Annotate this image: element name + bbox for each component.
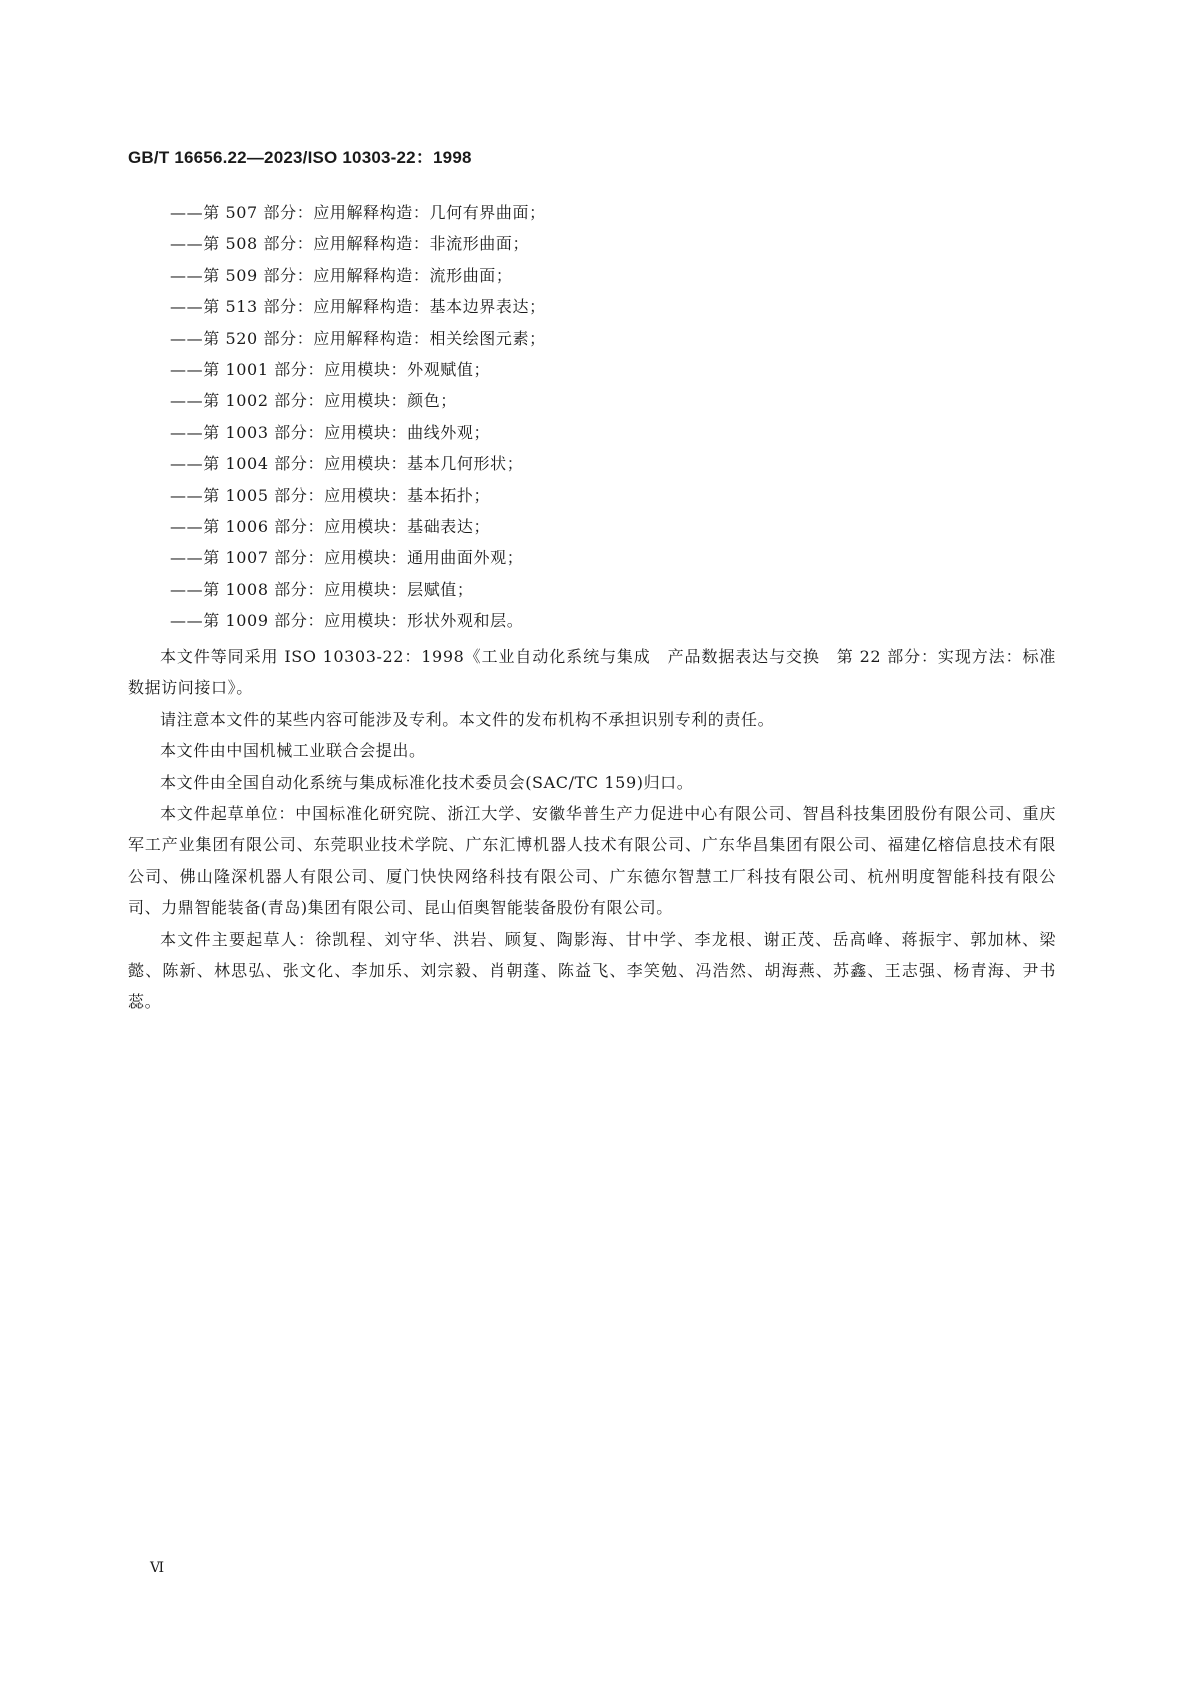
- list-item: ——第 1003 部分：应用模块：曲线外观；: [170, 422, 491, 442]
- body-text: [128, 641, 1056, 1018]
- list-item: ——第 508 部分：应用解释构造：非流形曲面；: [170, 234, 530, 254]
- committee-paragraph: 本文件由全国自动化系统与集成标准化技术委员会(SAC/TC 159)归口。: [160, 772, 694, 792]
- list-item: ——第 1008 部分：应用模块：层赋值；: [170, 579, 474, 599]
- list-item: ——第 1006 部分：应用模块：基础表达；: [170, 516, 491, 536]
- adoption-paragraph: 本文件等同采用 ISO 10303-22：1998《工业自动化系统与集成 产品数据表达与交换 第 22 部分：实现方法：标准数据访问接口》。: [128, 647, 1056, 698]
- list-item: ——第 1007 部分：应用模块：通用曲面外观；: [170, 548, 524, 568]
- drafters-paragraph: 本文件主要起草人：徐凯程、刘守华、洪岩、顾复、陶影海、甘中学、李龙根、谢正茂、岳高峰、蒋振宇、郭加林、梁懿、陈新、林思弘、张文化、李加乐、刘宗毅、肖朝蓬、陈益飞、李笑勉、冯浩然、胡海燕、苏鑫、王志强、杨青海、尹书蕊。: [128, 929, 1056, 1012]
- drafting-units-paragraph: 本文件起草单位：中国标准化研究院、浙江大学、安徽华普生产力促进中心有限公司、智昌科技集团股份有限公司、重庆军工产业集团有限公司、东莞职业技术学院、广东汇博机器人技术有限公司、广东华昌集团有限公司、福建亿榕信息技术有限公司、佛山隆深机器人有限公司、厦门快快网络科技有限公司、广东德尔智慧工厂科技有限公司、杭州明度智能科技有限公司、力鼎智能装备(青岛)集团有限公司、昆山佰奥智能装备股份有限公司。: [128, 804, 1056, 918]
- standard-number-header: GB/T 16656.22—2023/ISO 10303-22：1998: [128, 148, 472, 167]
- list-item: ——第 520 部分：应用解释构造：相关绘图元素；: [170, 328, 546, 348]
- list-item: ——第 507 部分：应用解释构造：几何有界曲面；: [170, 203, 546, 222]
- patent-notice-paragraph: 请注意本文件的某些内容可能涉及专利。本文件的发布机构不承担识别专利的责任。: [160, 709, 775, 729]
- list-item: ——第 509 部分：应用解释构造：流形曲面；: [170, 265, 513, 285]
- list-item: ——第 1001 部分：应用模块：外观赋值；: [170, 359, 491, 379]
- parts-list: [170, 197, 546, 636]
- list-item: ——第 1005 部分：应用模块：基本拓扑；: [170, 485, 491, 505]
- proposer-paragraph: 本文件由中国机械工业联合会提出。: [160, 741, 426, 761]
- list-item: ——第 1009 部分：应用模块：形状外观和层。: [170, 611, 524, 631]
- list-item: ——第 1002 部分：应用模块：颜色；: [170, 391, 457, 411]
- list-item: ——第 1004 部分：应用模块：基本几何形状；: [170, 454, 524, 474]
- list-item: ——第 513 部分：应用解释构造：基本边界表达；: [170, 297, 546, 317]
- page-number: Ⅵ: [150, 1561, 165, 1576]
